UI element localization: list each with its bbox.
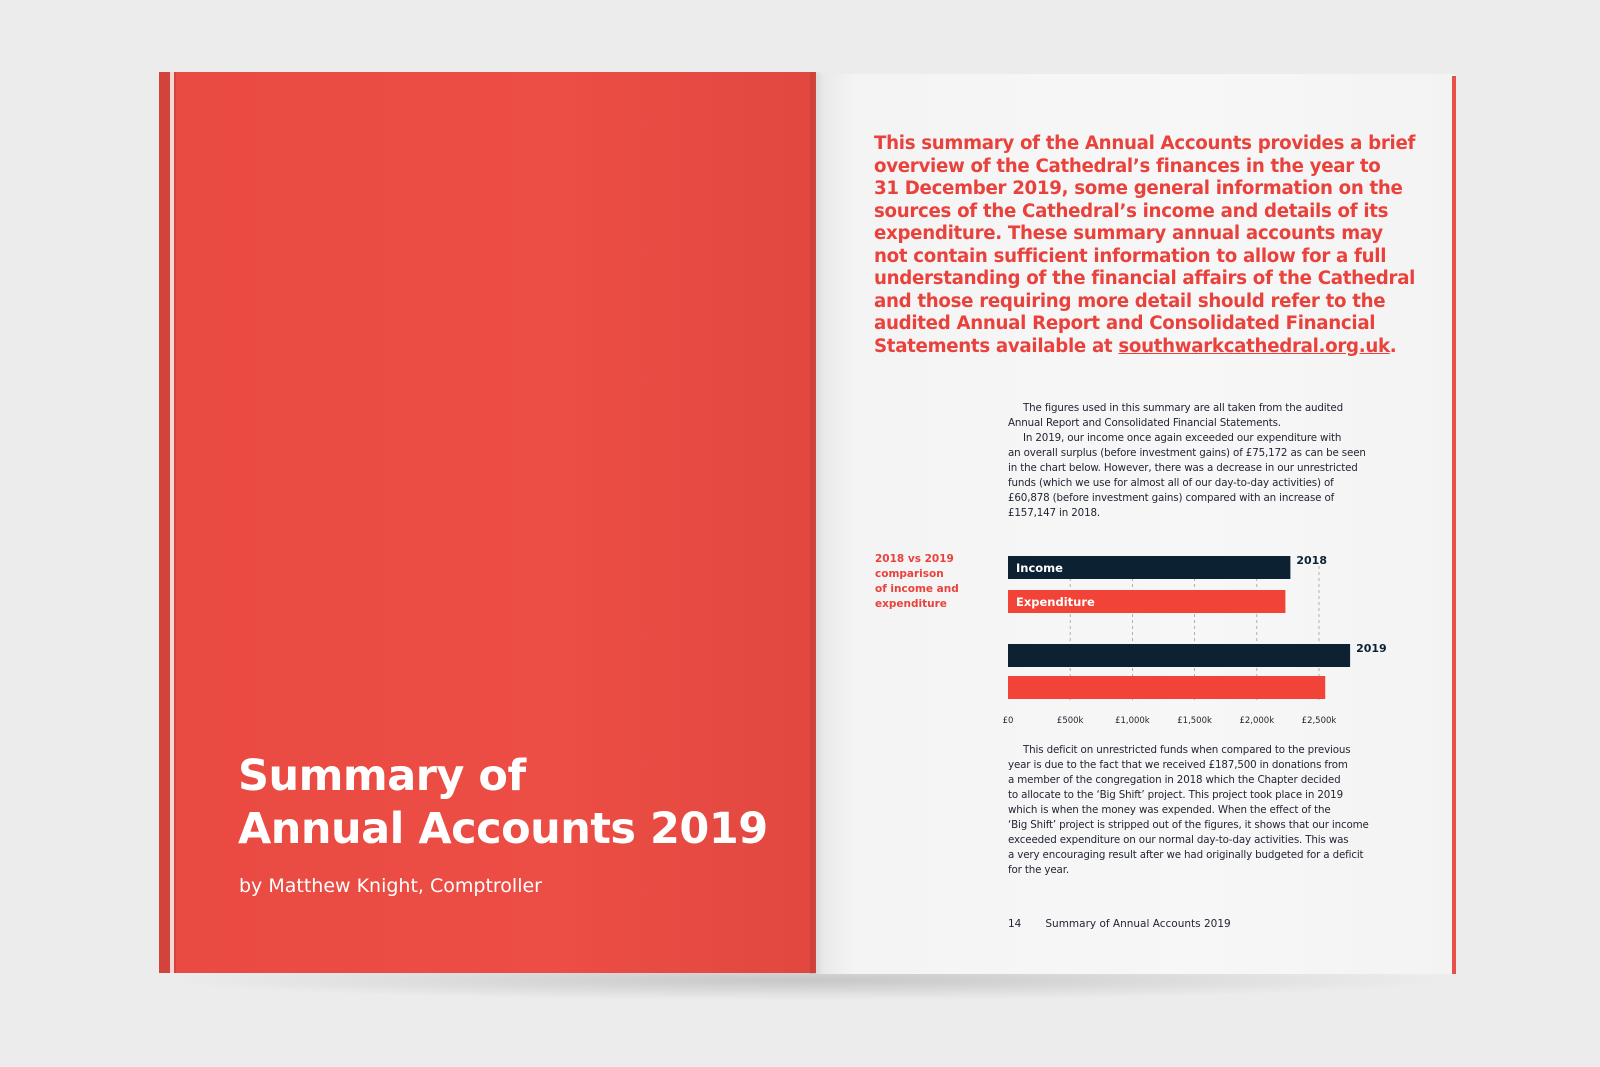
intro-line: not contain sufficient information to allow for a full [874,245,1387,267]
page-number: 14 [1008,918,1022,930]
intro-line-suffix: . [1389,335,1397,357]
body-line: year is due to the fact that we received £187,500 in donations from [1008,759,1348,771]
body-line: to allocate to the ‘Big Shift’ project. This project took place in 2019 [1008,789,1343,801]
expenditure-bar-label: Expenditure [1016,595,1095,609]
intro-paragraph [874,133,1416,358]
right-page-edge [1452,76,1456,974]
body-line: which is when the money was expended. When the effect of the [1008,804,1331,816]
body-paragraph-1 [1008,401,1398,521]
intro-line: 31 December 2019, some general information on the [874,178,1403,199]
intro-line: overview of the Cathedral’s finances in the year to [874,155,1381,177]
website-link[interactable]: southwarkcathedral.org.uk [1118,335,1390,357]
body-line: for the year. [1008,864,1069,876]
year-label-2019: 2019 [1356,642,1387,655]
chart-caption [875,552,959,612]
body-line: in the chart below. However, there was a decrease in our unrestricted [1008,462,1358,474]
income-bar-label: Income [1016,561,1063,575]
cover-title-line2: Annual Accounts 2019 [238,804,768,854]
footer-title: Summary of Annual Accounts 2019 [1045,918,1231,930]
year-label-2018: 2018 [1296,554,1328,567]
chart-caption-line: expenditure [875,598,947,610]
intro-line: understanding of the financial affairs of the Cathedral [874,268,1416,289]
body-line: Annual Report and Consolidated Financial Statements. [1008,417,1281,429]
chart-caption-line: 2018 vs 2019 [875,553,954,565]
body-paragraph-3 [1008,743,1398,878]
intro-line-last [874,335,1397,359]
x-tick-label: £500k [1056,716,1084,726]
x-tick-label: £1,000k [1115,716,1150,726]
body-line: The figures used in this summary are all taken from the audited [1023,402,1343,414]
body-line: This deficit on unrestricted funds when compared to the previous [1023,744,1351,756]
x-tick-label: £1,500k [1177,716,1212,726]
body-line: exceeded expenditure on our normal day-to-day activities. This was [1008,834,1349,846]
x-tick-label: £2,000k [1239,716,1275,726]
cover-title [238,750,768,856]
x-tick-label: £0 [1002,716,1014,726]
gutter-shadow [810,72,824,974]
body-line: an overall surplus (before investment gains) of £75,172 as can be seen [1008,447,1366,459]
chart-caption-line: comparison [875,568,944,580]
body-line: a very encouraging result after we had originally budgeted for a deficit [1008,849,1364,861]
left-page-edge-highlight [170,72,174,973]
body-line: funds (which we use for almost all of our day-to-day activities) of [1008,477,1334,489]
body-line: £157,147 in 2018. [1008,507,1100,519]
cover-byline: by Matthew Knight, Comptroller [239,875,542,897]
cover-title-line1: Summary of [238,751,526,801]
page-footer [1008,918,1231,930]
intro-line: This summary of the Annual Accounts provides a brief [874,133,1416,154]
x-tick-label: £2,500k [1301,716,1337,726]
income-expenditure-chart [990,540,1390,730]
body-line: ‘Big Shift’ project is stripped out of the figures, it shows that our income [1008,819,1369,831]
body-line: a member of the congregation in 2018 which the Chapter decided [1008,774,1341,786]
intro-line-prefix: Statements available at [874,335,1119,357]
intro-line: sources of the Cathedral’s income and details of its [874,200,1389,222]
intro-line: expenditure. These summary annual accounts may [874,223,1383,244]
chart-caption-line: of income and [875,583,959,595]
body-line: £60,878 (before investment gains) compared with an increase of [1008,492,1335,504]
intro-line: audited Annual Report and Consolidated Financial [874,313,1376,334]
income-bar-2019 [1008,644,1350,667]
intro-line: and those requiring more detail should refer to the [874,290,1386,312]
body-line: In 2019, our income once again exceeded our expenditure with [1023,432,1342,444]
expenditure-bar-2019 [1008,676,1325,699]
